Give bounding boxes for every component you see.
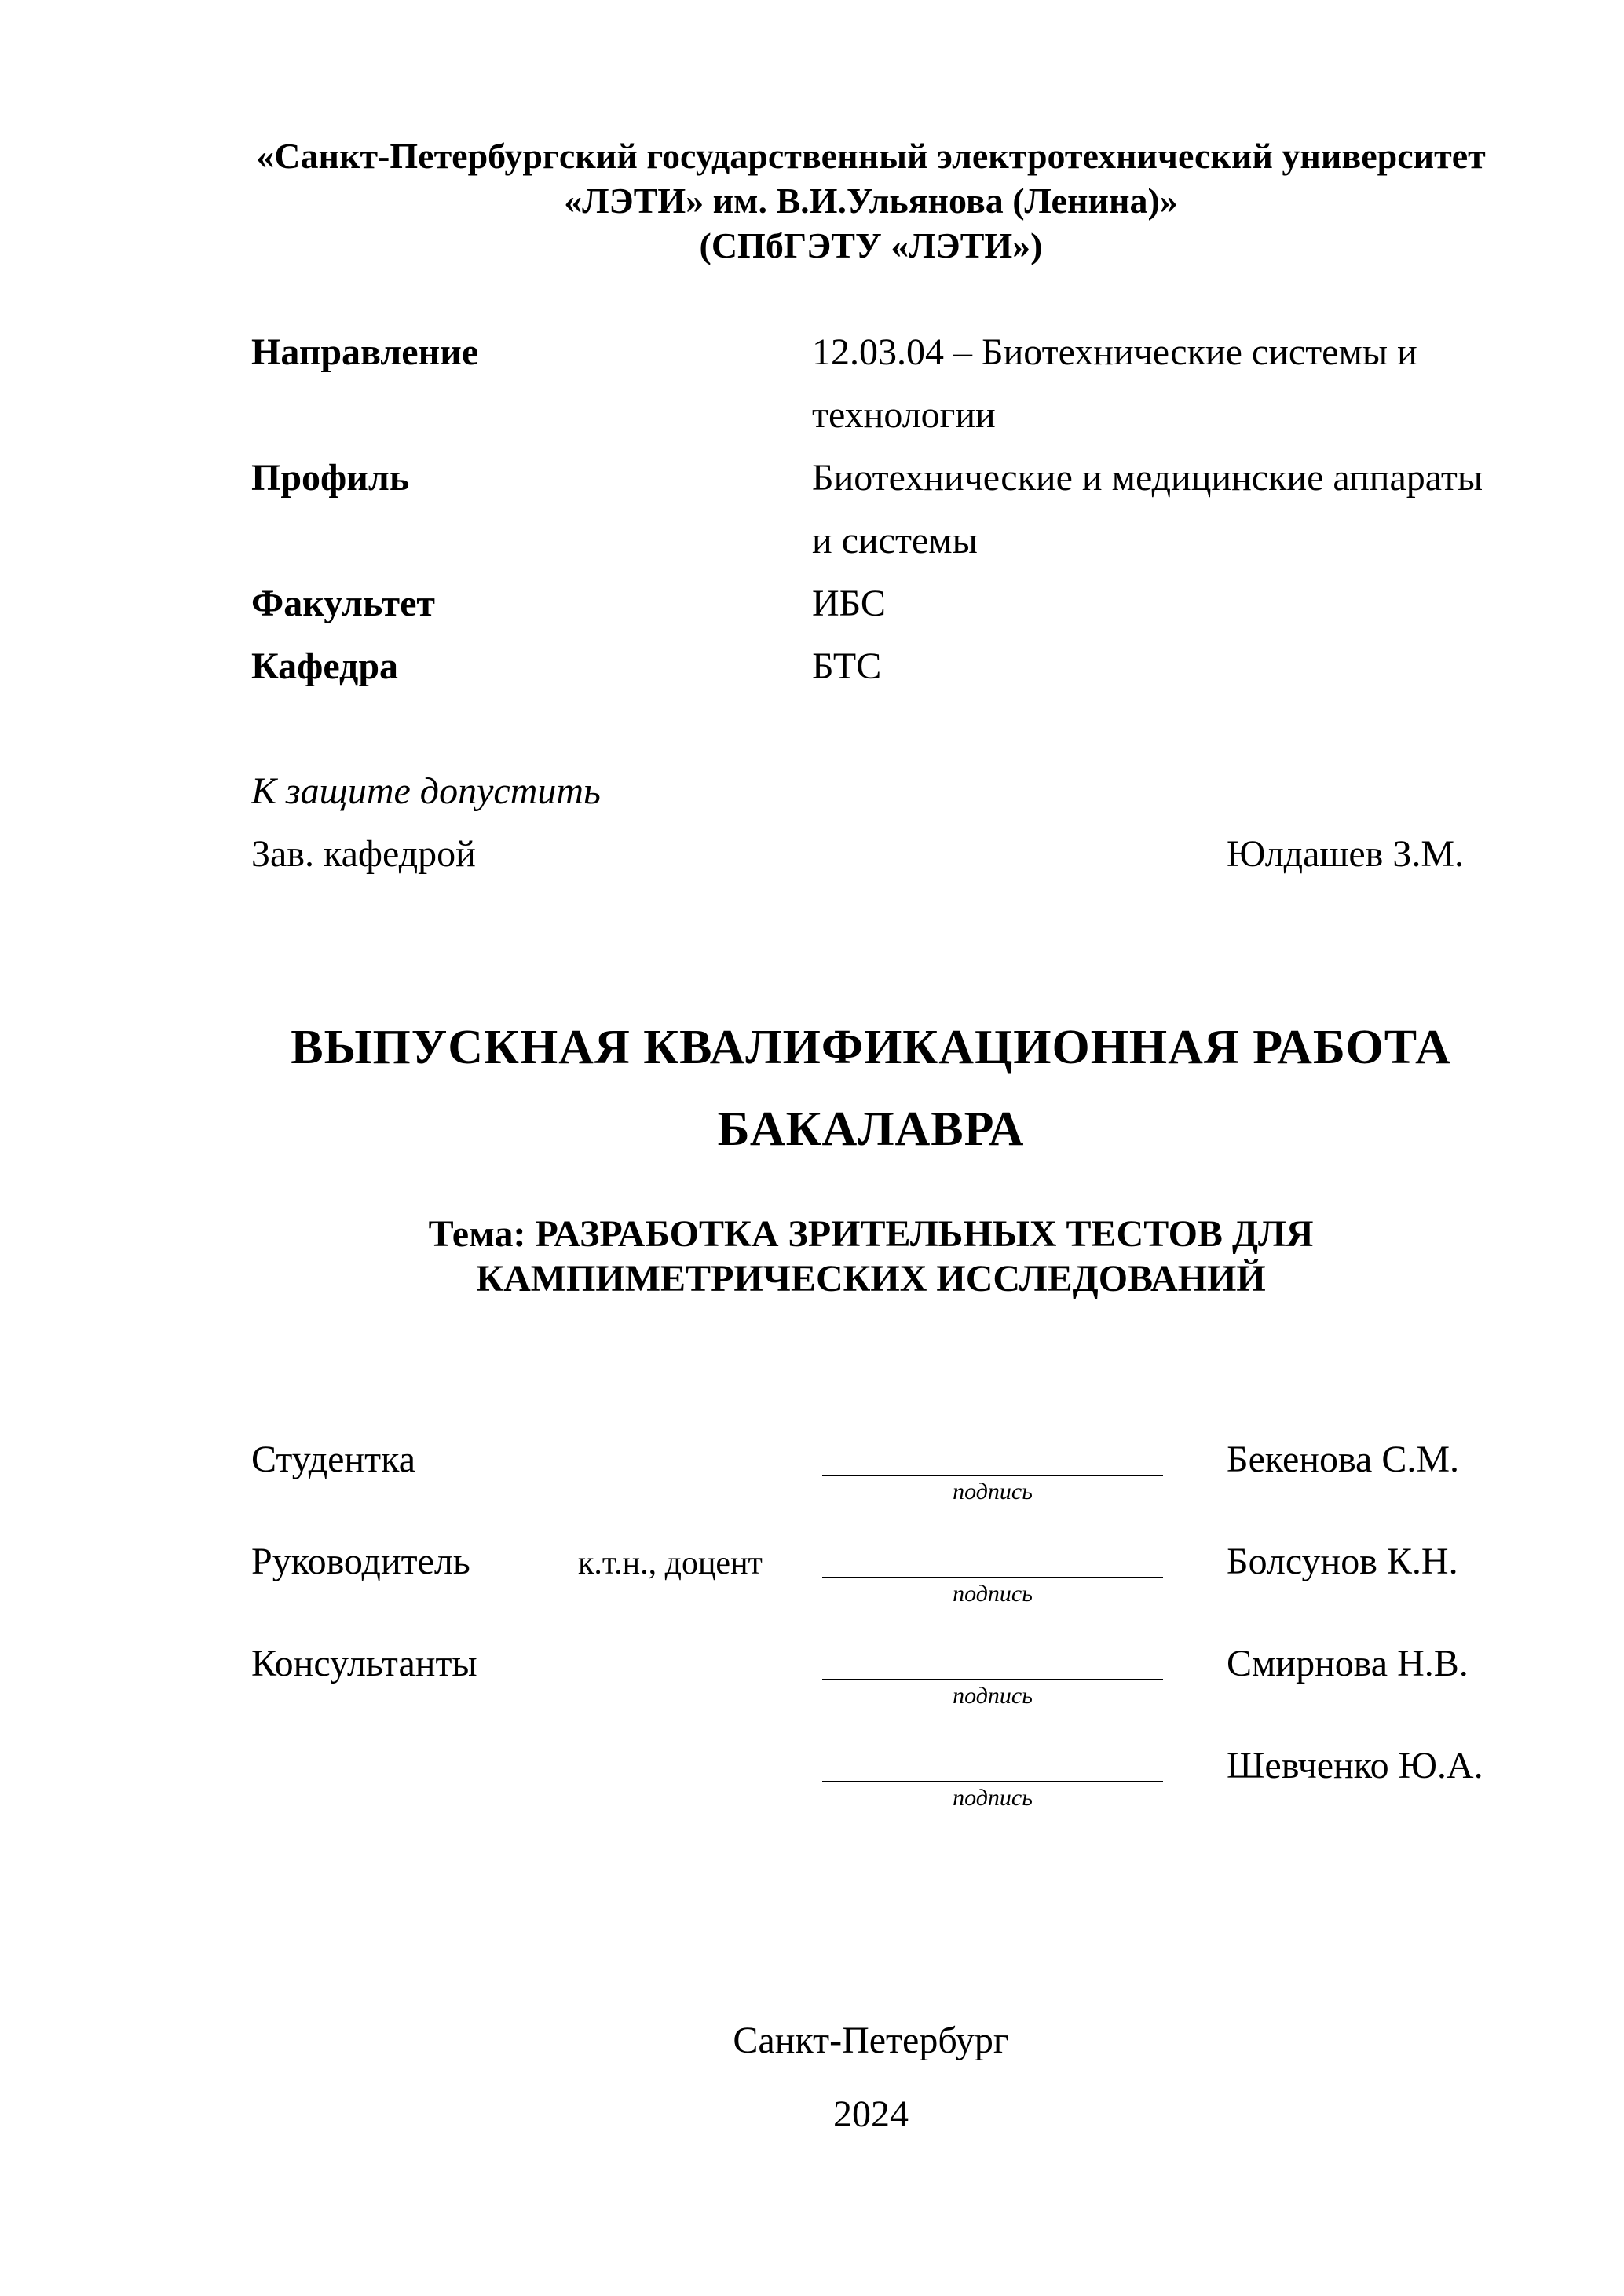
thesis-title-line1: ВЫПУСКНАЯ КВАЛИФИКАЦИОННАЯ РАБОТА xyxy=(291,1021,1451,1074)
signer-name: Болсунов К.Н. xyxy=(1227,1541,1458,1582)
signature-degree: к.т.н., доцент xyxy=(578,1545,763,1581)
signature-row-supervisor xyxy=(251,1539,1490,1610)
field-label-profile: Профиль xyxy=(251,457,410,499)
signature-line xyxy=(822,1641,1163,1680)
signature-row-student xyxy=(251,1437,1490,1508)
signature-caption: подпись xyxy=(953,1683,1033,1709)
signature-field xyxy=(822,1539,1163,1608)
footer-city: Санкт-Петербург xyxy=(733,2020,1009,2061)
university-header xyxy=(251,133,1490,268)
signature-caption: подпись xyxy=(953,1785,1033,1811)
thesis-topic-line2: КАМПИМЕТРИЧЕСКИХ ИССЛЕДОВАНИЙ xyxy=(476,1258,1266,1300)
field-row-department xyxy=(251,635,1490,698)
signature-row-consultant-2 xyxy=(251,1743,1490,1814)
field-label-faculty: Факультет xyxy=(251,583,435,624)
signer-name: Шевченко Ю.А. xyxy=(1227,1745,1483,1786)
signature-field xyxy=(822,1743,1163,1812)
signature-line xyxy=(822,1437,1163,1476)
signer-name: Бекенова С.М. xyxy=(1227,1439,1460,1480)
department-head-label: Зав. кафедрой xyxy=(251,833,476,875)
department-head-name: Юлдашев З.М. xyxy=(1227,833,1465,875)
signature-role: Руководитель xyxy=(251,1541,470,1582)
fields-table xyxy=(251,321,1490,698)
signature-caption: подпись xyxy=(953,1581,1033,1607)
university-header-line1: «Санкт-Петербургский государственный электротехнический университет xyxy=(256,136,1486,176)
field-row-faculty xyxy=(251,572,1490,635)
field-label-direction: Направление xyxy=(251,331,479,373)
signatures-block xyxy=(251,1437,1490,1814)
footer-year: 2024 xyxy=(833,2093,909,2135)
footer-block xyxy=(251,2018,1490,2137)
field-row-profile xyxy=(251,447,1490,572)
field-label-department: Кафедра xyxy=(251,645,399,687)
signature-line xyxy=(822,1743,1163,1782)
signature-caption: подпись xyxy=(953,1479,1033,1504)
signature-field xyxy=(822,1437,1163,1506)
thesis-topic-line1: Тема: РАЗРАБОТКА ЗРИТЕЛЬНЫХ ТЕСТОВ ДЛЯ xyxy=(428,1213,1314,1255)
department-head-row xyxy=(251,823,1490,886)
signature-line xyxy=(822,1539,1163,1578)
university-header-line3: (СПбГЭТУ «ЛЭТИ») xyxy=(699,225,1043,265)
thesis-topic xyxy=(251,1212,1490,1301)
signature-role: Консультанты xyxy=(251,1643,477,1684)
field-row-direction xyxy=(251,321,1490,447)
signature-role: Студентка xyxy=(251,1439,415,1480)
approval-block xyxy=(251,760,1490,886)
signer-name: Смирнова Н.В. xyxy=(1227,1643,1469,1684)
permit-to-defense-line: К защите допустить xyxy=(251,770,601,812)
field-value-profile: Биотехнические и медицинские аппараты и системы xyxy=(812,457,1483,561)
field-value-department: БТС xyxy=(812,645,882,687)
university-header-line2: «ЛЭТИ» им. В.И.Ульянова (Ленина)» xyxy=(564,181,1178,221)
thesis-title xyxy=(251,1007,1490,1170)
field-value-direction: 12.03.04 – Биотехнические системы и технологии xyxy=(812,331,1417,436)
thesis-title-line2: БАКАЛАВРА xyxy=(717,1102,1025,1156)
signature-row-consultant-1 xyxy=(251,1641,1490,1712)
signature-field xyxy=(822,1641,1163,1710)
field-value-faculty: ИБС xyxy=(812,583,886,624)
